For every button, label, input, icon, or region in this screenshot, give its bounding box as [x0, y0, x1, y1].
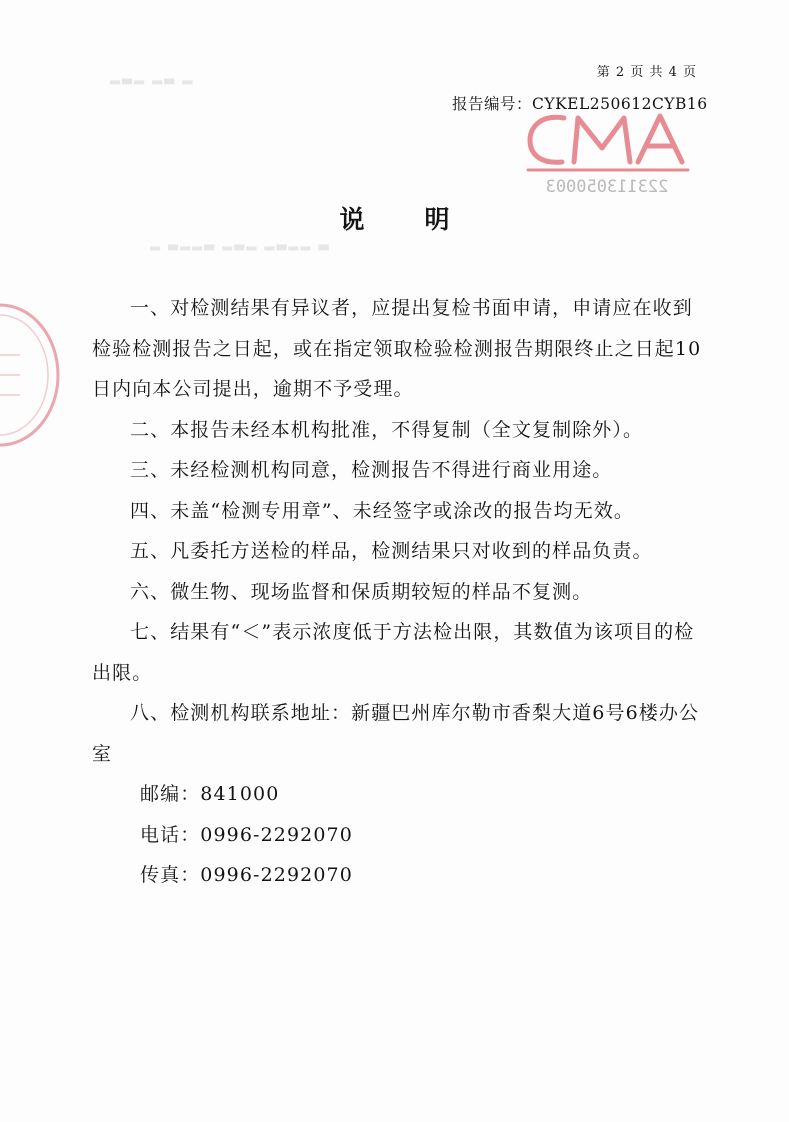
page-number: 第 2 页 共 4 页	[596, 65, 697, 80]
scan-artifact: ▂ ▃▂▂▃ ▂▃▂ ▂▃▂▂ ▃	[150, 236, 331, 251]
statement-item-7: 七、结果有“＜”表示浓度低于方法检出限，其数值为该项目的检出限。	[92, 621, 695, 684]
statement-item-5: 五、凡委托方送检的样品，检测结果只对收到的样品负责。	[130, 540, 653, 562]
statement-item-2: 二、本报告未经本机构批准，不得复制（全文复制除外）。	[130, 418, 644, 441]
statement-item-4: 四、未盖“检测专用章”、未经签字或涂改的报告均无效。	[130, 499, 635, 522]
statement-item-3: 三、未经检测机构同意，检测报告不得进行商业用途。	[130, 459, 613, 481]
statement-body	[92, 288, 702, 896]
statement-item-8: 八、检测机构联系地址：新疆巴州库尔勒市香梨大道6号6楼办公室	[92, 702, 700, 765]
phone-number: 电话：0996-2292070	[140, 823, 353, 846]
statement-item-6: 六、微生物、现场监督和保质期较短的样品不复测。	[130, 580, 593, 603]
postal-code: 邮编：841000	[140, 783, 280, 805]
cma-stamp-code: 223113050003	[545, 177, 669, 196]
statement-item-1: 一、对检测结果有异议者，应提出复检书面申请，申请应在收到检验检测报告之日起，或在指定领取检验检测报告期限终止之日起10日内向本公司提出，逾期不予受理。	[92, 297, 702, 400]
report-number: 报告编号：CYKEL250612CYB16	[452, 95, 708, 113]
cma-stamp-icon	[512, 104, 702, 196]
scan-artifact: ▂▃▂ ▂▃ ▂	[110, 70, 195, 85]
round-seal-icon	[0, 300, 70, 450]
fax-number: 传真：0996-2292070	[140, 864, 353, 886]
document-title: 说明	[339, 205, 510, 234]
